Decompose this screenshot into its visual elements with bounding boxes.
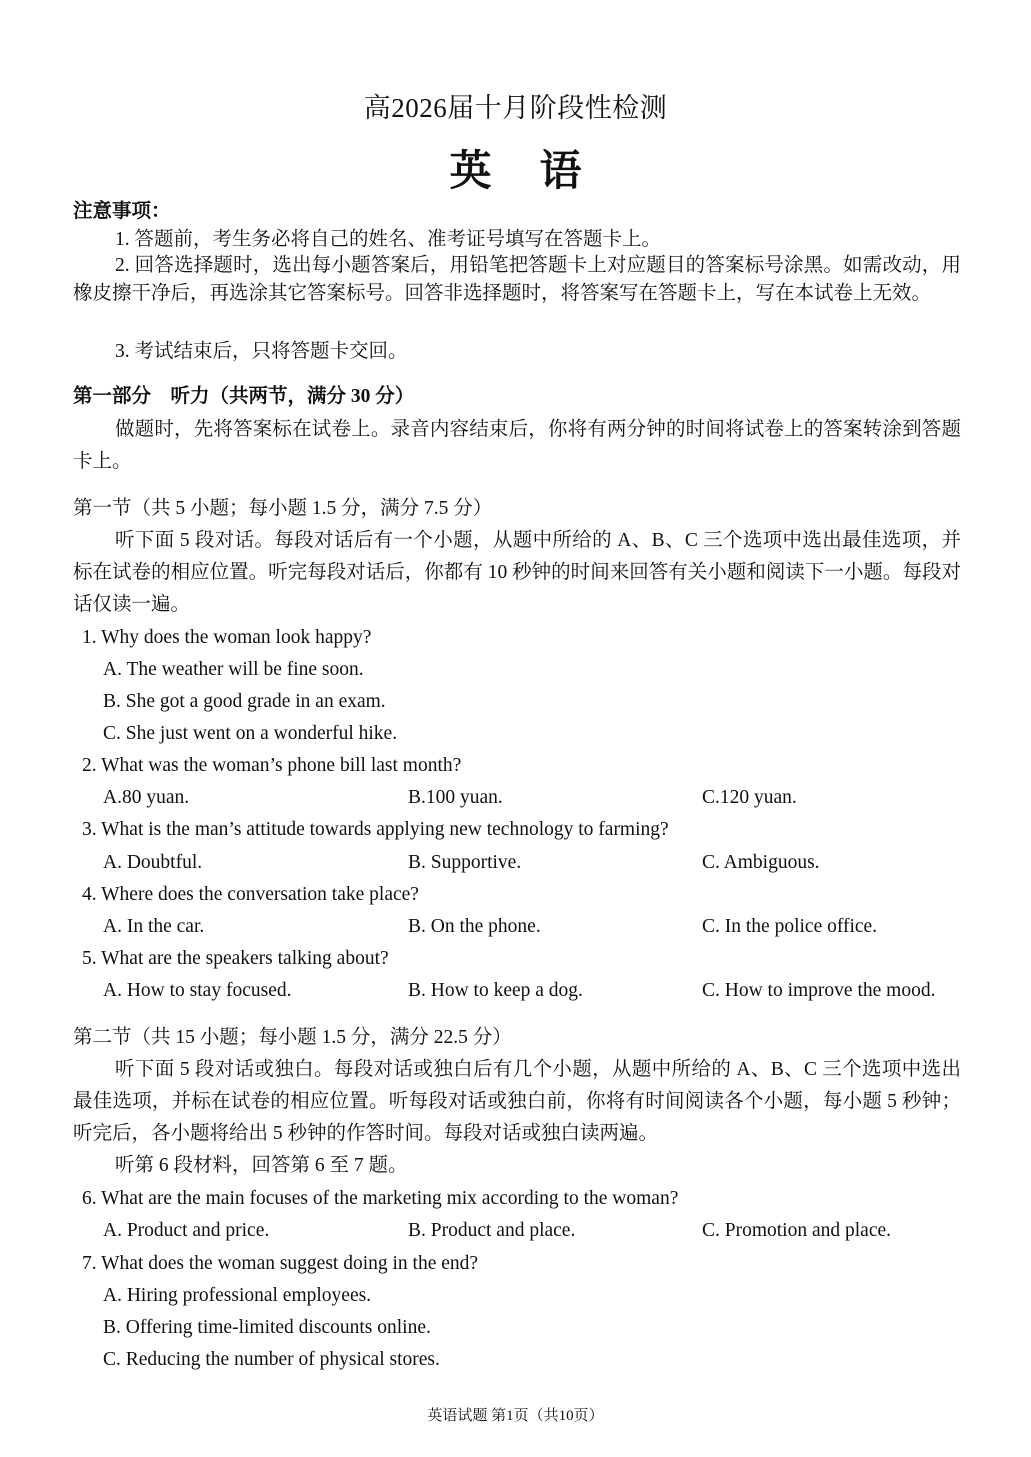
question-3-option-b: B. Supportive. [408, 852, 522, 873]
question-5-option-b: B. How to keep a dog. [408, 980, 583, 1001]
question-3: 3. What is the man’s attitude towards applying new technology to farming? [82, 819, 669, 840]
question-1-option-a: A. The weather will be fine soon. [103, 659, 364, 680]
question-7-option-a: A. Hiring professional employees. [103, 1285, 372, 1306]
part1-heading: 第一部分 听力（共两节，满分 30 分） [73, 386, 415, 407]
notice-item-2: 2. 回答选择题时，选出每小题答案后，用铅笔把答题卡上对应题目的答案标号涂黑。如需改动，用橡皮擦干净后，再选涂其它答案标号。回答非选择题时，将答案写在答题卡上，写在本试卷上无效。 [73, 255, 961, 304]
question-4: 4. Where does the conversation take place? [82, 884, 419, 905]
question-2-option-c: C.120 yuan. [702, 787, 797, 808]
section1-intro: 听下面 5 段对话。每段对话后有一个小题，从题中所给的 A、B、C 三个选项中选出最佳选项，并标在试卷的相应位置。听完每段对话后，你都有 10 秒钟的时间来回答有关小题和阅读下一小题。每段对话仅读一遍。 [73, 530, 961, 615]
notice-heading: 注意事项： [73, 201, 171, 222]
question-2: 2. What was the woman’s phone bill last month? [82, 755, 462, 776]
question-7-option-b: B. Offering time-limited discounts online. [103, 1317, 431, 1338]
question-2-option-a: A.80 yuan. [103, 787, 190, 808]
question-1: 1. Why does the woman look happy? [82, 627, 372, 648]
question-7-option-c: C. Reducing the number of physical stores. [103, 1349, 440, 1370]
part1-intro: 做题时，先将答案标在试卷上。录音内容结束后，你将有两分钟的时间将试卷上的答案转涂到答题卡上。 [73, 419, 961, 472]
question-5-option-a: A. How to stay focused. [103, 980, 292, 1001]
question-3-option-a: A. Doubtful. [103, 852, 203, 873]
notice-item-3: 3. 考试结束后，只将答题卡交回。 [115, 341, 408, 362]
question-1-option-b: B. She got a good grade in an exam. [103, 691, 386, 712]
question-4-option-c: C. In the police office. [702, 916, 878, 937]
question-3-option-c: C. Ambiguous. [702, 852, 820, 873]
question-6-option-b: B. Product and place. [408, 1220, 576, 1241]
section2-intro: 听下面 5 段对话或独白。每段对话或独白后有几个小题，从题中所给的 A、B、C 三个选项中选出最佳选项，并标在试卷的相应位置。听每段对话或独白前，你将有时间阅读各个小题，每小题 5 秒钟；听完后，各小题将给出 5 秒钟的作答时间。每段对话或独白读两遍。 [73, 1059, 961, 1144]
subject-title: 英语 [449, 149, 630, 195]
section2-heading: 第二节（共 15 小题；每小题 1.5 分，满分 22.5 分） [73, 1027, 512, 1048]
page-footer: 英语试题 第1页（共10页） [427, 1408, 604, 1424]
question-4-option-a: A. In the car. [103, 916, 205, 937]
section2-material-note: 听第 6 段材料，回答第 6 至 7 题。 [115, 1155, 408, 1176]
question-7: 7. What does the woman suggest doing in the end? [82, 1253, 479, 1274]
question-6-option-c: C. Promotion and place. [702, 1220, 892, 1241]
question-6: 6. What are the main focuses of the marketing mix according to the woman? [82, 1188, 679, 1209]
section1-heading: 第一节（共 5 小题；每小题 1.5 分，满分 7.5 分） [73, 498, 493, 519]
question-1-option-c: C. She just went on a wonderful hike. [103, 723, 398, 744]
question-6-option-a: A. Product and price. [103, 1220, 270, 1241]
question-5-option-c: C. How to improve the mood. [702, 980, 936, 1001]
question-2-option-b: B.100 yuan. [408, 787, 503, 808]
notice-item-1: 1. 答题前，考生务必将自己的姓名、准考证号填写在答题卡上。 [115, 229, 662, 250]
question-5: 5. What are the speakers talking about? [82, 948, 389, 969]
question-4-option-b: B. On the phone. [408, 916, 541, 937]
exam-title: 高2026届十月阶段性检测 [363, 93, 668, 123]
